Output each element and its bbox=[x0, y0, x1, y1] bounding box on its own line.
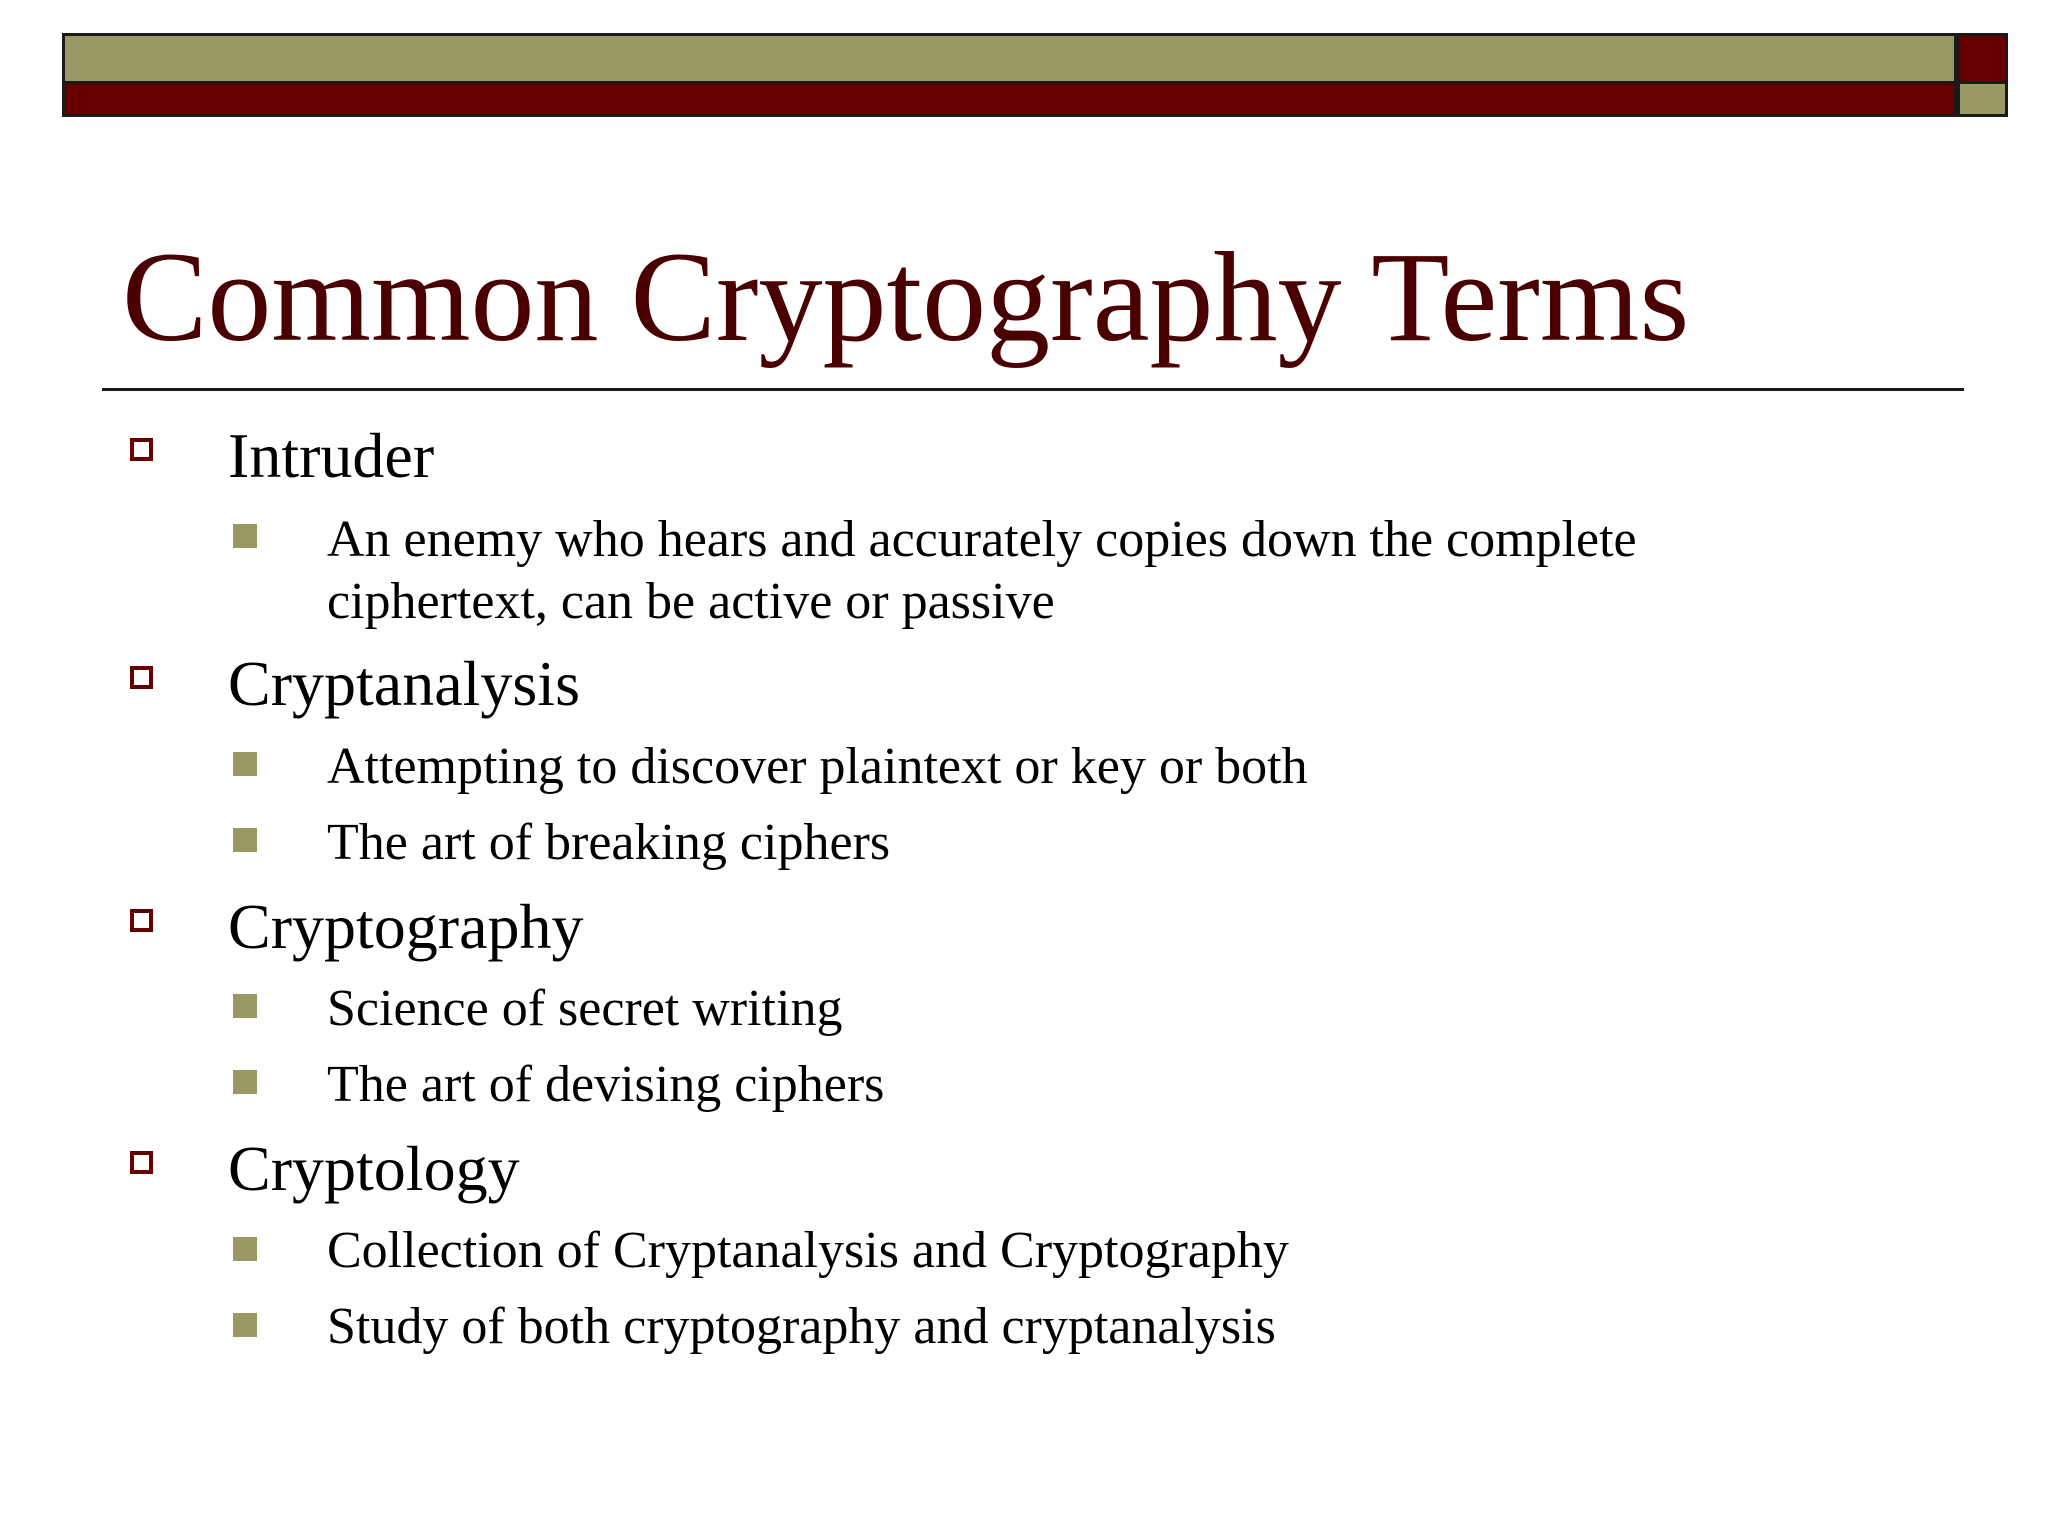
hollow-square-bullet-icon bbox=[130, 666, 153, 689]
term-cryptography: Cryptography bbox=[228, 891, 584, 962]
filled-square-bullet-icon bbox=[233, 1070, 257, 1094]
definition-cryptography-2: The art of devising ciphers bbox=[327, 1056, 885, 1113]
term-intruder: Intruder bbox=[228, 420, 435, 491]
definition-cryptology-2: Study of both cryptography and cryptanalysis bbox=[327, 1298, 1276, 1355]
filled-square-bullet-icon bbox=[233, 1313, 257, 1337]
filled-square-bullet-icon bbox=[233, 752, 257, 776]
definition-cryptanalysis-1: Attempting to discover plaintext or key or both bbox=[327, 738, 1308, 795]
term-cryptanalysis: Cryptanalysis bbox=[228, 648, 580, 719]
hollow-square-bullet-icon bbox=[130, 1151, 153, 1174]
slide-title: Common Cryptography Terms bbox=[122, 226, 1690, 368]
definition-cryptology-1: Collection of Cryptanalysis and Cryptography bbox=[327, 1222, 1289, 1279]
definition-cryptography-1: Science of secret writing bbox=[327, 980, 843, 1037]
filled-square-bullet-icon bbox=[233, 1237, 257, 1261]
hollow-square-bullet-icon bbox=[130, 909, 153, 932]
definition-cryptanalysis-2: The art of breaking ciphers bbox=[327, 814, 891, 871]
filled-square-bullet-icon bbox=[233, 994, 257, 1018]
filled-square-bullet-icon bbox=[233, 828, 257, 852]
term-cryptology: Cryptology bbox=[228, 1133, 520, 1204]
hollow-square-bullet-icon bbox=[130, 438, 153, 461]
definition-intruder-1: An enemy who hears and accurately copies down the complete ciphertext, can be active or passive bbox=[327, 511, 1637, 630]
filled-square-bullet-icon bbox=[233, 524, 257, 548]
